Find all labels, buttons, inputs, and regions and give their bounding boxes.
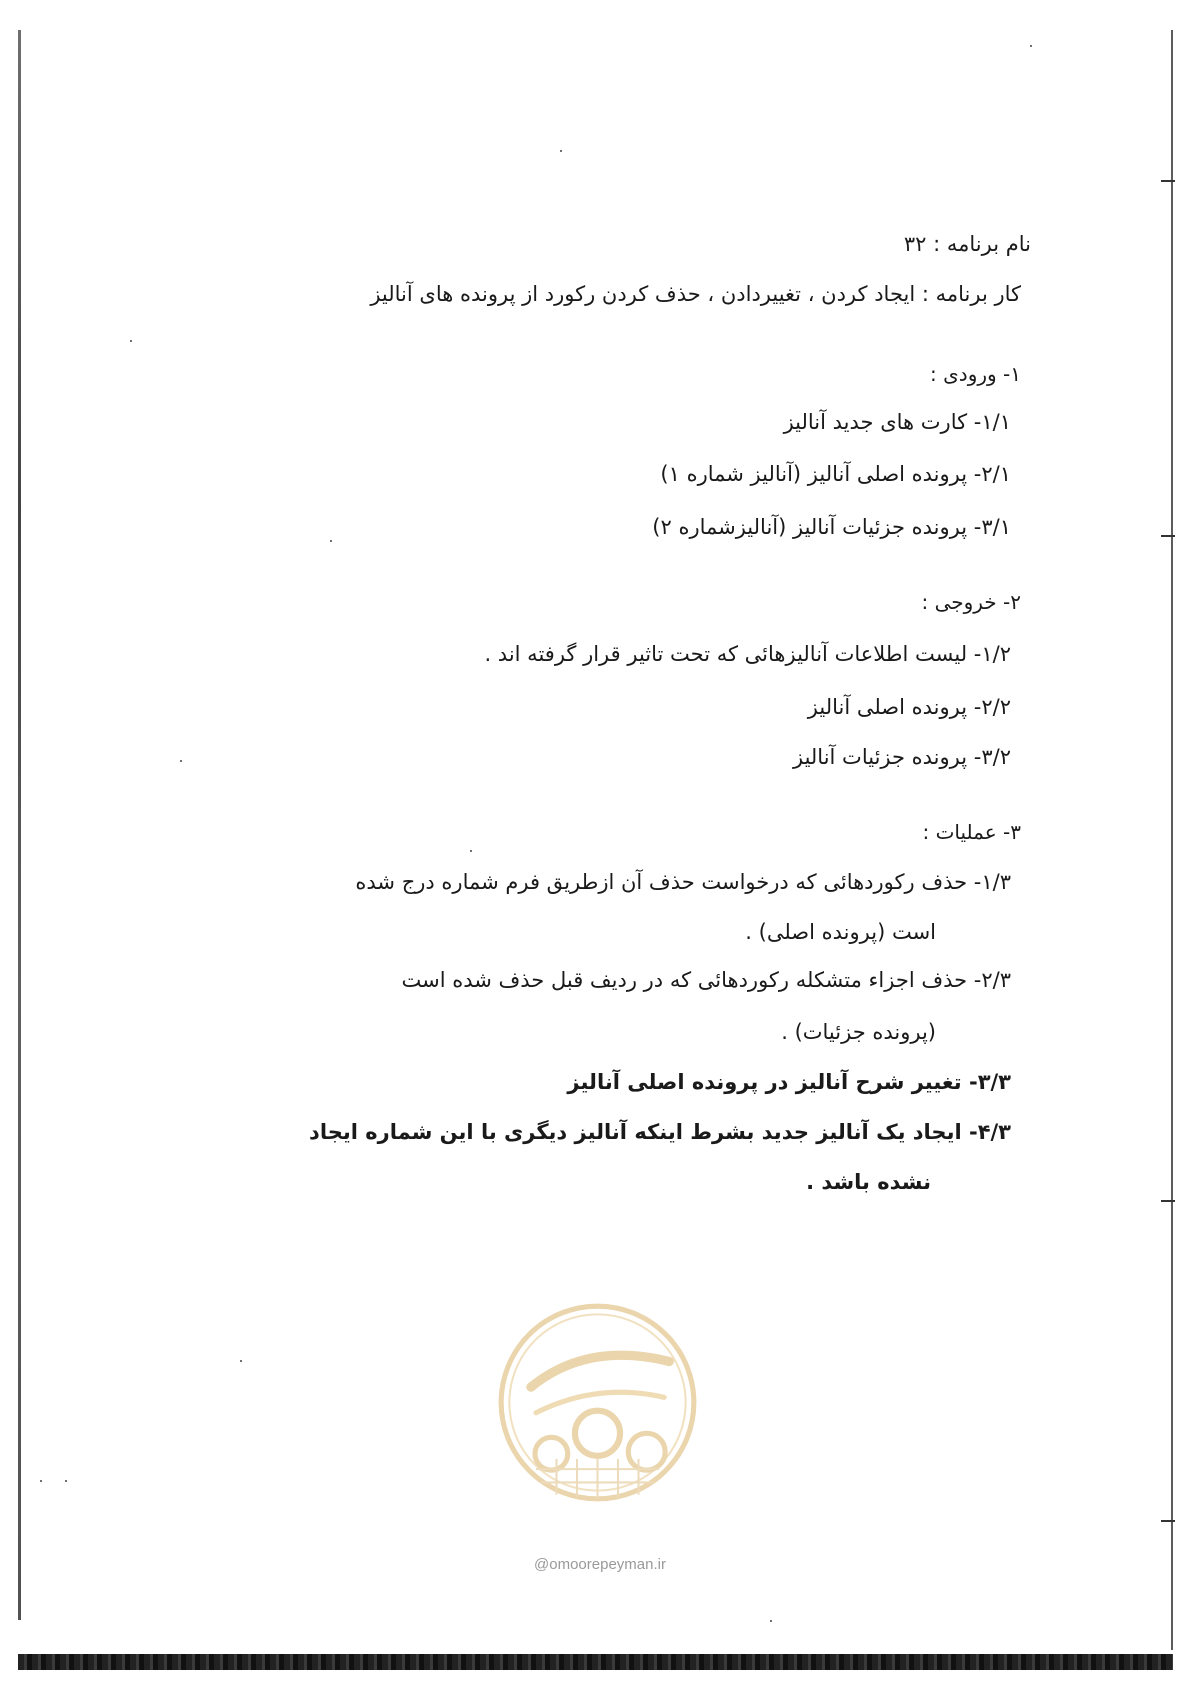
operation-item-4: ۴/۳- ایجاد یک آنالیز جدید بشرط اینکه آنالیز دیگری با این شماره ایجاد <box>309 1120 1011 1144</box>
program-name: نام برنامه : ۳۲ <box>903 232 1031 256</box>
output-item-1: ۱/۲- لیست اطلاعات آنالیزهائی که تحت تاثیر قرار گرفته اند . <box>484 642 1011 666</box>
scan-tick <box>1161 1520 1175 1522</box>
operation-item-4-cont: نشده باشد . <box>806 1170 931 1194</box>
output-item-3: ۳/۲- پرونده جزئیات آنالیز <box>792 745 1011 769</box>
output-item-2: ۲/۲- پرونده اصلی آنالیز <box>807 695 1011 719</box>
section-operations-heading: ۳- عملیات : <box>922 820 1021 844</box>
scan-bottom-bar <box>18 1654 1173 1670</box>
watermark-url: @omoorepeyman.ir <box>534 1556 666 1573</box>
operation-item-1: ۱/۳- حذف رکوردهائی که درخواست حذف آن ازطریق فرم شماره درج شده <box>355 870 1011 894</box>
operation-item-3: ۳/۳- تغییر شرح آنالیز در پرونده اصلی آنالیز <box>567 1070 1011 1094</box>
program-task: کار برنامه : ایجاد کردن ، تغییردادن ، حذف کردن رکورد از پرونده های آنالیز <box>370 282 1021 306</box>
section-inputs-heading: ۱- ورودی : <box>930 362 1021 386</box>
operation-item-2-cont: (پرونده جزئیات) . <box>781 1020 936 1044</box>
scan-tick <box>1161 1200 1175 1202</box>
operation-item-1-cont: است (پرونده اصلی) . <box>745 920 936 944</box>
scan-left-edge <box>18 30 21 1620</box>
operation-item-2: ۲/۳- حذف اجزاء متشکله رکوردهائی که در ردیف قبل حذف شده است <box>401 968 1011 992</box>
omoorepeyman-seal-watermark <box>495 1300 700 1505</box>
input-item-1: ۱/۱- کارت های جدید آنالیز <box>783 410 1011 434</box>
section-outputs-heading: ۲- خروجی : <box>921 590 1021 614</box>
input-item-2: ۲/۱- پرونده اصلی آنالیز (آنالیز شماره ۱) <box>660 462 1011 486</box>
input-item-3: ۳/۱- پرونده جزئیات آنالیز (آنالیزشماره ۲) <box>652 515 1011 539</box>
scan-tick <box>1161 180 1175 182</box>
scan-right-edge <box>1171 30 1173 1650</box>
scan-tick <box>1161 535 1175 537</box>
